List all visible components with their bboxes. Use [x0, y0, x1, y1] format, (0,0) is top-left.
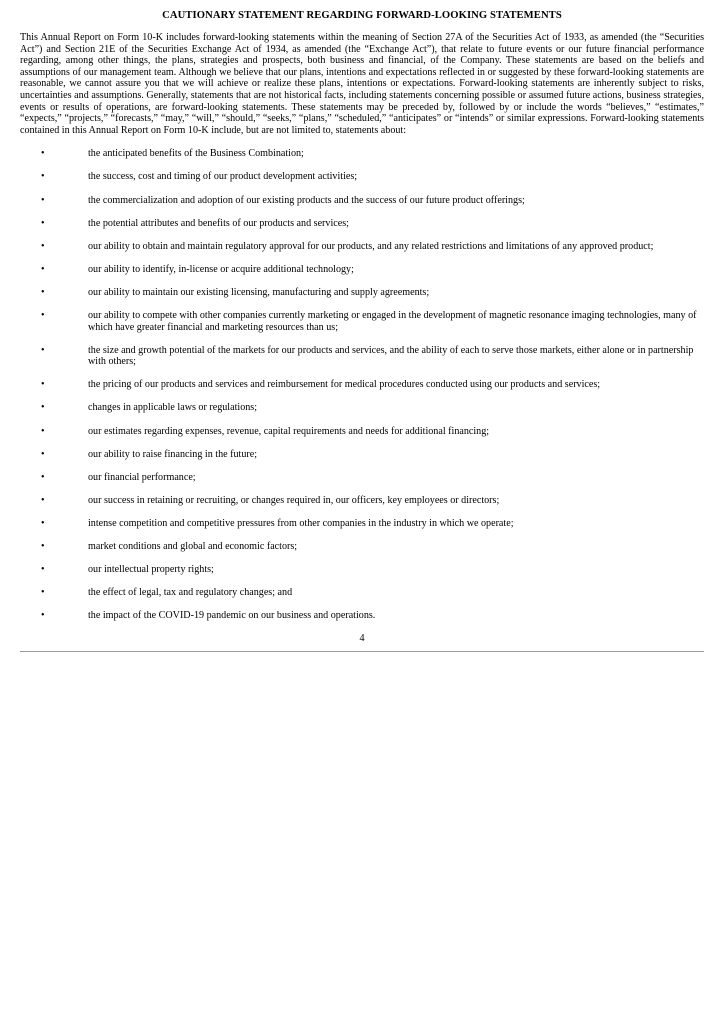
- list-item: [20, 379, 704, 391]
- bullet-icon: •: [41, 171, 45, 183]
- list-item-text: our ability to maintain our existing licensing, manufacturing and supply agreements;: [88, 286, 430, 298]
- list-item: [20, 472, 704, 484]
- bullet-icon: •: [41, 541, 45, 553]
- list-item-text: the potential attributes and benefits of our products and services;: [88, 217, 349, 229]
- forward-looking-list: [20, 148, 704, 622]
- page-divider: [20, 651, 704, 652]
- list-item-text: our ability to identify, in-license or acquire additional technology;: [88, 263, 354, 275]
- list-item-text: our estimates regarding expenses, revenue, capital requirements and needs for additional financing;: [88, 425, 490, 437]
- list-item-text: the success, cost and timing of our product development activities;: [88, 171, 358, 183]
- list-item-text: changes in applicable laws or regulations;: [88, 402, 258, 414]
- list-item: [20, 402, 704, 414]
- list-item-text: market conditions and global and economic factors;: [88, 541, 298, 553]
- list-item: [20, 495, 704, 507]
- bullet-icon: •: [41, 286, 45, 298]
- bullet-icon: •: [41, 587, 45, 599]
- bullet-icon: •: [41, 148, 45, 160]
- bullet-icon: •: [41, 564, 45, 576]
- list-item: [20, 345, 704, 368]
- bullet-icon: •: [41, 240, 45, 252]
- list-item-text: our ability to compete with other companies currently marketing or engaged in the development of magnetic resonance imaging technologies, many of which have greater financial and marketing resources than us;: [88, 310, 697, 333]
- bullet-icon: •: [41, 344, 45, 356]
- list-item-text: our success in retaining or recruiting, or changes required in, our officers, key employees or directors;: [88, 494, 500, 506]
- list-item-text: the effect of legal, tax and regulatory changes; and: [88, 587, 293, 599]
- list-item-text: the commercialization and adoption of our existing products and the success of our future product offerings;: [88, 194, 525, 206]
- list-item: [20, 587, 704, 599]
- page-number: 4: [359, 633, 365, 645]
- list-item: [20, 264, 704, 276]
- list-item: [20, 518, 704, 530]
- bullet-icon: •: [41, 217, 45, 229]
- bullet-icon: •: [41, 448, 45, 460]
- list-item-text: intense competition and competitive pressures from other companies in the industry in which we operate;: [88, 517, 514, 529]
- bullet-icon: •: [41, 379, 45, 391]
- list-item: [20, 310, 704, 333]
- bullet-icon: •: [41, 494, 45, 506]
- list-item-text: our financial performance;: [88, 471, 196, 483]
- list-item: [20, 241, 704, 253]
- list-item-text: our ability to obtain and maintain regulatory approval for our products, and any related restrictions and limitations of any approved product;: [88, 240, 654, 252]
- list-item-text: the impact of the COVID-19 pandemic on our business and operations.: [88, 610, 376, 622]
- list-item: [20, 218, 704, 230]
- list-item: [20, 195, 704, 207]
- bullet-icon: •: [41, 263, 45, 275]
- list-item: [20, 564, 704, 576]
- intro-paragraph: This Annual Report on Form 10-K includes forward-looking statements within the meaning of Section 27A of the Securities Act of 1933, as amended (the “Securities Act”) and Section 21E of the Securities Exchange Act of 1934, as amended (the “Exchange Act”), that relate to future events or our future financial performance regarding, among other things, the plans, strategies and prospects, both business and financial, of the Company. These statements are based on the beliefs and assumptions of our management team. Although we believe that our plans, intentions and expectations reflected in or suggested by these forward-looking statements are reasonable, we cannot assure you that we will achieve or realize these plans, intentions or expectations. Forward-looking statements are inherently subject to risks, uncertainties and assumptions. Generally, statements that are not historical facts, including statements concerning possible or assumed future actions, business strategies, events or results of operations, are forward-looking statements. These statements may be preceded by, followed by or include the words “believes,” “estimates,” “expects,” “projects,” “forecasts,” “may,” “will,” “should,” “seeks,” “plans,” “scheduled,” “anticipates” or “intends” or similar expressions. Forward-looking statements contained in this Annual Report on Form 10-K include, but are not limited to, statements about:: [20, 32, 704, 136]
- section-title: CAUTIONARY STATEMENT REGARDING FORWARD-LOOKING STATEMENTS: [162, 10, 562, 21]
- list-item: [20, 171, 704, 183]
- bullet-icon: •: [41, 471, 45, 483]
- document-page: [20, 0, 704, 652]
- list-item-text: the anticipated benefits of the Business Combination;: [88, 148, 304, 160]
- list-item-text: the pricing of our products and services and reimbursement for medical procedures conducted using our products and services;: [88, 379, 601, 391]
- bullet-icon: •: [41, 610, 45, 622]
- list-item-text: our intellectual property rights;: [88, 564, 214, 576]
- list-item: [20, 541, 704, 553]
- bullet-icon: •: [41, 194, 45, 206]
- list-item: [20, 610, 704, 622]
- bullet-icon: •: [41, 310, 45, 321]
- list-item: [20, 287, 704, 299]
- bullet-icon: •: [41, 402, 45, 414]
- list-item: [20, 449, 704, 461]
- list-item-text: the size and growth potential of the markets for our products and services, and the ability of each to serve those markets, either alone or in partnership with others;: [88, 344, 694, 368]
- list-item: [20, 426, 704, 438]
- list-item: [20, 148, 704, 160]
- bullet-icon: •: [41, 425, 45, 437]
- list-item-text: our ability to raise financing in the future;: [88, 448, 258, 460]
- bullet-icon: •: [41, 517, 45, 529]
